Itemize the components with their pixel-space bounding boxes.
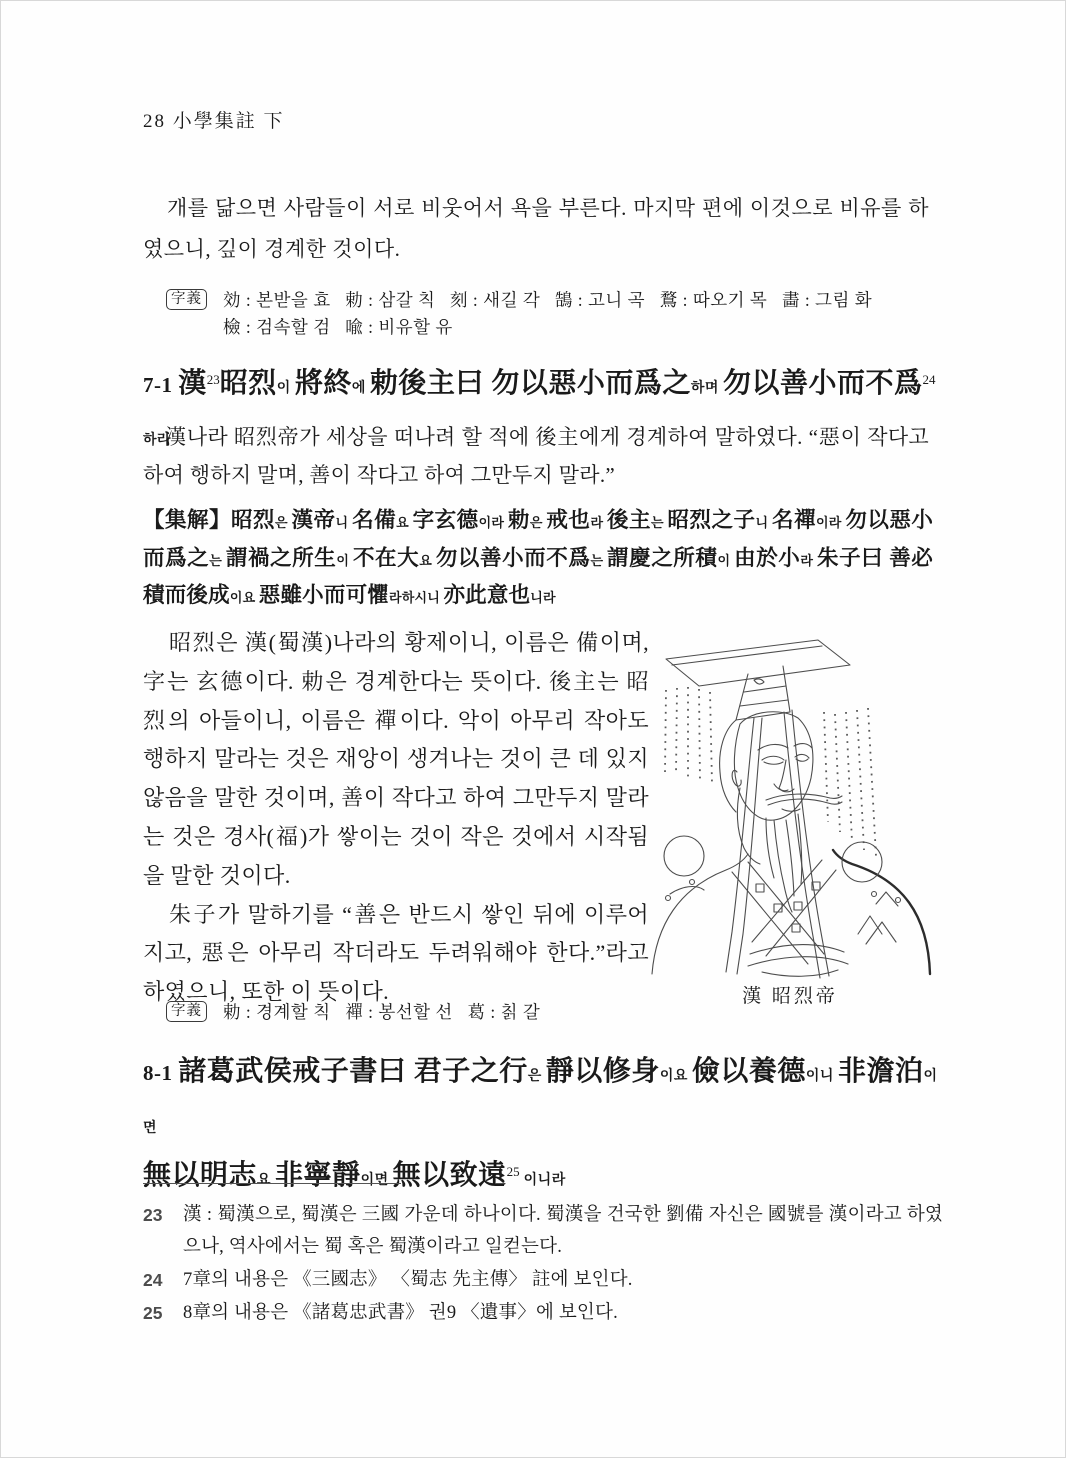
explanation-paragraph-2: 朱子가 말하기를 “善은 반드시 쌓인 뒤에 이루어지고, 惡은 아무리 작더라도 두려워해야 한다.”라고 하였으니, 또한 이 뜻이다. bbox=[143, 901, 649, 1005]
footnote-text: 7章의 내용은 《三國志》 〈蜀志 先主傳〉 註에 보인다. bbox=[183, 1270, 633, 1290]
footnote-number: 25 bbox=[143, 1303, 163, 1323]
portrait-illustration bbox=[636, 632, 946, 980]
intro-paragraph: 개를 닮으면 사람들이 서로 비웃어서 욕을 부른다. 마지막 편에 이것으로 비유를 하였으니, 깊이 경계한 것이다. bbox=[143, 196, 929, 261]
jaui-definitions bbox=[223, 287, 872, 341]
footnote-number: 23 bbox=[143, 1205, 163, 1225]
jaui-definitions bbox=[223, 999, 540, 1026]
jaui1-line2: 檢 : 검속할 검 喩 : 비유할 유 bbox=[223, 317, 453, 337]
section-7-1-heading: 7-1 漢$^{23}$昭烈이 將終에 勅後主曰 勿以惡小而爲之하며 勿以善小而不爲$^{24}$하라 bbox=[143, 368, 936, 448]
section-7-1-translation: 漢나라 昭烈帝가 세상을 떠나려 할 적에 後主에게 경계하여 말하였다. “惡이 작다고 하여 행하지 말며, 善이 작다고 하여 그만두지 말라.” bbox=[143, 425, 929, 487]
footnote-divider bbox=[143, 1183, 401, 1184]
footnote-25 bbox=[143, 1297, 943, 1329]
footnote-23 bbox=[143, 1199, 943, 1263]
footnote-text: 8章의 내용은 《諸葛忠武書》 권9 〈遺事〉에 보인다. bbox=[183, 1303, 618, 1323]
liu-bei-portrait-drawing bbox=[636, 632, 946, 980]
section-8-1-heading: 8-1 諸葛武侯戒子書曰 君子之行은 靜以修身이요 儉以養德이니 非澹泊이면 無以明志요 非寧靜이면 無以致遠$^{25}$ 이니라 bbox=[143, 1056, 938, 1191]
jaui2-line1: 勅 : 경계할 칙 禪 : 봉선할 선 葛 : 칡 갈 bbox=[223, 1002, 541, 1022]
footnote-text: 漢 : 蜀漢으로, 蜀漢은 三國 가운데 하나이다. 蜀漢을 건국한 劉備 자신은 國號를 漢이라고 하였으나, 역사에서는 蜀 혹은 蜀漢이라고 일컫는다. bbox=[183, 1205, 943, 1257]
explanation-paragraph-1: 昭烈은 漢(蜀漢)나라의 황제이니, 이름은 備이며, 字는 玄德이다. 勅은 경계한다는 뜻이다. 後主는 昭烈의 아들이니, 이름은 禪이다. 악이 아무리 작아도 행하지 말라는 것은 재앙이 생겨나는 것이 큰 데 있지 않음을 말한 것이며, 善이 작다고 하여 그만두지 말라는 것은 경사(福)가 쌓이는 것이 작은 것에서 시작됨을 말한 것이다. bbox=[143, 630, 649, 888]
explanation-column bbox=[143, 624, 649, 1012]
jaui-label: 字義 bbox=[166, 289, 207, 310]
jaui-block-1 bbox=[166, 287, 872, 341]
jiphae-commentary: 【集解】昭烈은 漢帝니 名備요 字玄德이라 勅은 戒也라 後主는 昭烈之子니 名禪이라 勿以惡小而爲之는 謂禍之所生이 不在大요 勿以善小而不爲는 謂慶之所積이 由於小라 朱子曰 善必積而後成이요 惡雖小而可懼라하시니 亦此意也니라 bbox=[143, 508, 934, 607]
footnotes bbox=[143, 1199, 943, 1330]
jaui-block-2 bbox=[166, 999, 540, 1026]
page-header: 28 小學集註 下 bbox=[143, 111, 285, 132]
footnote-number: 24 bbox=[143, 1270, 163, 1290]
portrait-caption: 漢 昭烈帝 bbox=[742, 986, 838, 1007]
jaui-label: 字義 bbox=[166, 1001, 207, 1022]
jaui1-line1: 効 : 본받을 효 勅 : 삼갈 칙 刻 : 새길 각 鵠 : 고니 곡 鶩 : 따오기 목 畵 : 그림 화 bbox=[223, 290, 873, 310]
footnote-24 bbox=[143, 1264, 943, 1296]
